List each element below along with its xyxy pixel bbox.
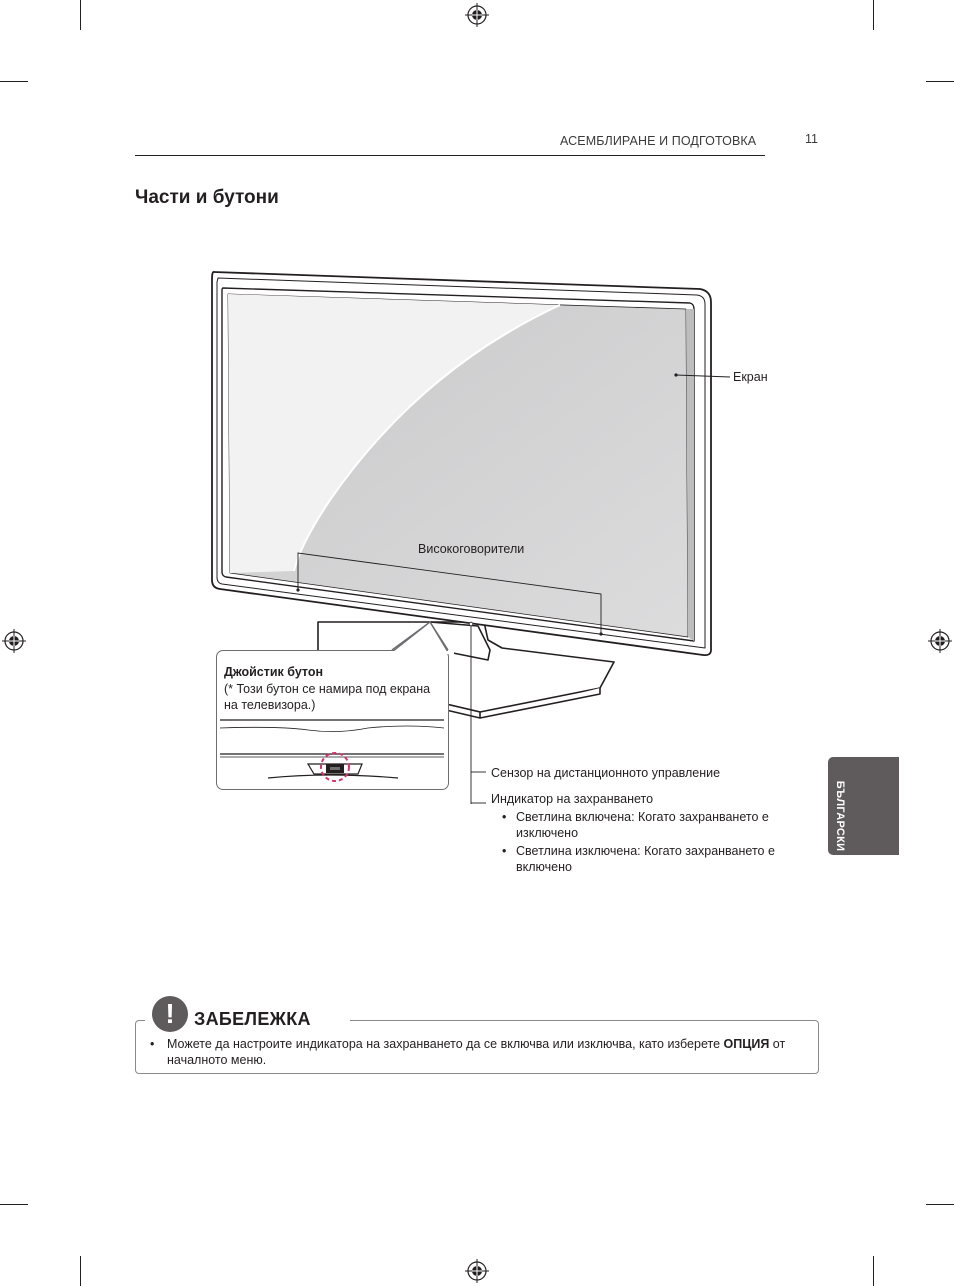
page-number: 11 [805,132,818,146]
joystick-detail [218,716,446,786]
standby-label: Индикатор на захранването [491,792,654,806]
section-header: АСЕМБЛИРАНЕ И ПОДГОТОВКА [560,134,757,148]
note-content [150,1036,810,1068]
note-text-bold: ОПЦИЯ [723,1037,770,1051]
language-tab-label: БЪЛГАРСКИ [834,780,846,852]
note-text [150,1036,810,1068]
bullet-line: • Светлина изключена: Когато захранването е [516,844,775,858]
language-tab [828,757,899,855]
bullet-line: • Светлина включена: Когато захранването е [516,810,769,824]
list-item [500,843,800,875]
list-item [500,809,800,841]
bullet-line: включено [516,860,572,874]
joystick-note-line: (* Този бутон се намира под екрана [224,682,431,696]
bullet-line: изключено [516,826,579,840]
note-title: ЗАБЕЛЕЖКА [194,1009,311,1029]
exclamation-icon: ! [152,996,188,1032]
note-bullet: • [150,1037,155,1051]
remote-sensor-label: Сензор на дистанционното управление [491,766,721,780]
tv-stand [388,618,454,654]
screen-label: Екран [733,370,768,384]
note-text-before: Можете да настроите индикатора на захранването да се включва или изключва, като изберете [167,1037,724,1051]
joystick-note-line: на телевизора.) [224,698,316,712]
note-text-after: от началното меню. [167,1037,786,1067]
speakers-label: Високоговорители [418,542,525,556]
page-title: Части и бутони [135,187,279,208]
tv-bezel [212,272,711,655]
joystick-title: Джойстик бутон [224,665,324,679]
joystick-note [224,681,446,713]
standby-bullets [500,809,800,877]
